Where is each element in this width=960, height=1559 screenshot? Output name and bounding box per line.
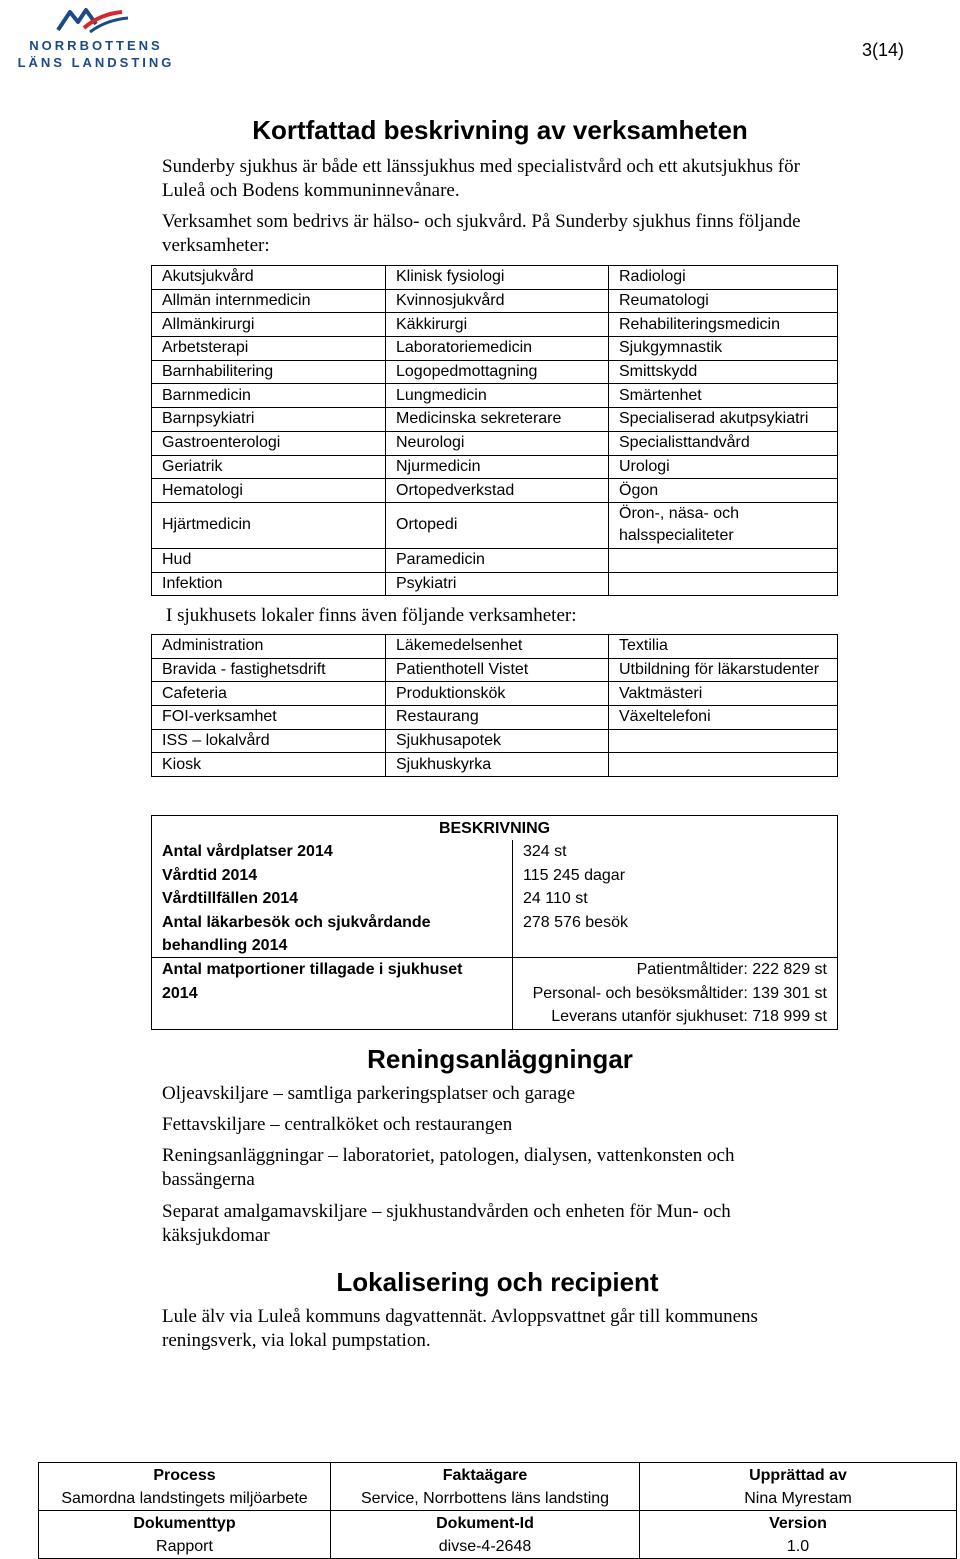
table-cell: Specialisttandvård [609, 431, 838, 455]
table-cell: Cafeteria [152, 682, 386, 706]
page-number: 3(14) [861, 40, 904, 60]
footer-value: Nina Myrestam [744, 1489, 852, 1507]
intro-paragraph: Sunderby sjukhus är både ett länssjukhus med specialistvård och ett akutsjukhus för Luleå och Bodens kommuninnevånare. [162, 156, 800, 201]
table-cell: Rehabiliteringsmedicin [609, 313, 838, 337]
rening-item: Reningsanläggningar – laboratoriet, patologen, dialysen, vattenkonsten och bassängerna [162, 1145, 735, 1190]
table-cell: Barnmedicin [152, 384, 386, 408]
table-cell: Logopedmottagning [386, 360, 609, 384]
stat-value: 278 576 besök [513, 911, 838, 958]
table-cell [609, 572, 838, 596]
table-cell: Textilia [609, 635, 838, 659]
table-cell [609, 753, 838, 777]
table-cell: Neurologi [386, 431, 609, 455]
footer-label: Upprättad av [749, 1466, 847, 1484]
logo-mark-icon [56, 4, 136, 34]
table-cell: Allmän internmedicin [152, 289, 386, 313]
rening-item: Fettavskiljare – centralköket och restaurangen [162, 1114, 513, 1135]
table-cell: Kiosk [152, 753, 386, 777]
table-cell: Barnpsykiatri [152, 408, 386, 432]
meals-values [513, 958, 838, 1029]
table-cell [609, 729, 838, 753]
footer-value: Service, Norrbottens läns landsting [360, 1489, 610, 1507]
table-cell [609, 548, 838, 572]
table-cell: ISS – lokalvård [152, 729, 386, 753]
table-row [152, 658, 838, 682]
footer-docid [331, 1511, 640, 1559]
stat-label: Antal läkarbesök och sjukvårdande behandling 2014 [152, 911, 513, 958]
table-cell: Administration [152, 635, 386, 659]
table-cell: Öron-, näsa- och halsspecialiteter [609, 502, 838, 548]
table-cell: Medicinska sekreterare [386, 408, 609, 432]
table-cell: Kvinnosjukvård [386, 289, 609, 313]
table-cell: Lungmedicin [386, 384, 609, 408]
activities-table [151, 265, 838, 596]
table-cell: Ortopedverkstad [386, 479, 609, 503]
table-cell: Akutsjukvård [152, 266, 386, 290]
table-row [152, 384, 838, 408]
table-row [152, 753, 838, 777]
table-row [152, 635, 838, 659]
logo-text-line2: LÄNS LANDSTING [17, 55, 175, 70]
table-row [152, 682, 838, 706]
section-title-reningsanlaggningar: Reningsanläggningar [367, 1044, 633, 1074]
table-cell: Sjukhuskyrka [386, 753, 609, 777]
table-cell: Patienthotell Vistet [386, 658, 609, 682]
table-row [152, 958, 838, 1029]
logo-text-line1: NORRBOTTENS [29, 38, 163, 53]
table-cell: Vaktmästeri [609, 682, 838, 706]
table-row [152, 337, 838, 361]
footer-value: divse-4-2648 [438, 1537, 532, 1555]
table-cell: Radiologi [609, 266, 838, 290]
footer-owner [331, 1463, 640, 1511]
meals-value-staff: Personal- och besöksmåltider: 139 301 st [532, 984, 827, 1002]
table-cell: Utbildning för läkarstudenter [609, 658, 838, 682]
activities-intro-paragraph: Verksamhet som bedrivs är hälso- och sjukvård. På Sunderby sjukhus finns följande verksamheter: [162, 211, 801, 256]
stat-label: Vårdtillfällen 2014 [152, 887, 513, 910]
table-cell: Arbetsterapi [152, 337, 386, 361]
table-row [152, 840, 838, 863]
table-cell: Geriatrik [152, 455, 386, 479]
stat-label: Antal vårdplatser 2014 [152, 840, 513, 863]
table-cell: Läkemedelsenhet [386, 635, 609, 659]
table-cell: Käkkirurgi [386, 313, 609, 337]
table-cell: Paramedicin [386, 548, 609, 572]
footer-label: Dokument-Id [436, 1514, 534, 1532]
table-cell: Laboratoriemedicin [386, 337, 609, 361]
table-cell: Ortopedi [386, 502, 609, 548]
table-row [152, 455, 838, 479]
table-cell: Restaurang [386, 706, 609, 730]
table-row [152, 729, 838, 753]
table-row [152, 864, 838, 887]
footer-label: Process [153, 1466, 216, 1484]
table-row [152, 360, 838, 384]
table-row [152, 408, 838, 432]
table-cell: Bravida - fastighetsdrift [152, 658, 386, 682]
table-row [152, 887, 838, 910]
table-cell: Infektion [152, 572, 386, 596]
table-cell: Reumatologi [609, 289, 838, 313]
footer-version [640, 1511, 957, 1559]
meals-label: Antal matportioner tillagade i sjukhuset 2014 [152, 958, 513, 1029]
table-cell: Klinisk fysiologi [386, 266, 609, 290]
section-title-verksamhet: Kortfattad beskrivning av verksamheten [252, 115, 748, 145]
stat-value: 324 st [513, 840, 838, 863]
footer-label: Faktaägare [442, 1466, 528, 1484]
table-cell: Allmänkirurgi [152, 313, 386, 337]
other-activities-table [151, 634, 838, 777]
beskrivning-heading: BESKRIVNING [152, 816, 838, 841]
table-cell: Ögon [609, 479, 838, 503]
table-row [152, 572, 838, 596]
footer-label: Dokumenttyp [133, 1514, 236, 1532]
table-cell: Psykiatri [386, 572, 609, 596]
table-cell: Produktionskök [386, 682, 609, 706]
footer-value: 1.0 [786, 1537, 810, 1555]
table-row [152, 502, 838, 548]
table-row [152, 706, 838, 730]
table-cell: Sjukgymnastik [609, 337, 838, 361]
footer-value: Rapport [156, 1537, 213, 1555]
table-cell: Hjärtmedicin [152, 502, 386, 548]
table-cell: Njurmedicin [386, 455, 609, 479]
table-cell: Hud [152, 548, 386, 572]
footer-value: Samordna landstingets miljöarbete [61, 1489, 308, 1507]
rening-item: Separat amalgamavskiljare – sjukhustandvården och enheten för Mun- och käksjukdomar [162, 1201, 731, 1246]
table-cell: Smittskydd [609, 360, 838, 384]
table-cell: Barnhabilitering [152, 360, 386, 384]
table-row [152, 911, 838, 958]
table-row [152, 431, 838, 455]
stat-label: Vårdtid 2014 [152, 864, 513, 887]
meals-value-delivery: Leverans utanför sjukhuset: 718 999 st [551, 1008, 827, 1026]
stat-value: 24 110 st [513, 887, 838, 910]
table-row [152, 289, 838, 313]
table-cell: Hematologi [152, 479, 386, 503]
stat-value: 115 245 dagar [513, 864, 838, 887]
table-row [152, 266, 838, 290]
document-footer [38, 1462, 957, 1559]
table-row [152, 479, 838, 503]
table-cell: Gastroenterologi [152, 431, 386, 455]
table-row [152, 313, 838, 337]
table-cell: FOI-verksamhet [152, 706, 386, 730]
table-cell: Smärtenhet [609, 384, 838, 408]
footer-doctype [39, 1511, 331, 1559]
organization-logo [16, 4, 176, 70]
section-title-lokalisering: Lokalisering och recipient [336, 1267, 659, 1297]
table-cell: Specialiserad akutpsykiatri [609, 408, 838, 432]
footer-author [640, 1463, 957, 1511]
other-activities-intro: I sjukhusets lokaler finns även följande verksamheter: [166, 605, 577, 626]
meals-value-patient: Patientmåltider: 222 829 st [636, 961, 827, 979]
table-row [152, 548, 838, 572]
beskrivning-table [151, 815, 838, 1030]
rening-item: Oljeavskiljare – samtliga parkeringsplatser och garage [162, 1083, 576, 1104]
footer-label: Version [769, 1514, 827, 1532]
table-cell: Växeltelefoni [609, 706, 838, 730]
table-cell: Urologi [609, 455, 838, 479]
footer-process [39, 1463, 331, 1511]
lokalisering-text: Lule älv via Luleå kommuns dagvattennät. Avloppsvattnet går till kommunens reningsverk, via lokal pumpstation. [162, 1306, 758, 1351]
table-cell: Sjukhusapotek [386, 729, 609, 753]
